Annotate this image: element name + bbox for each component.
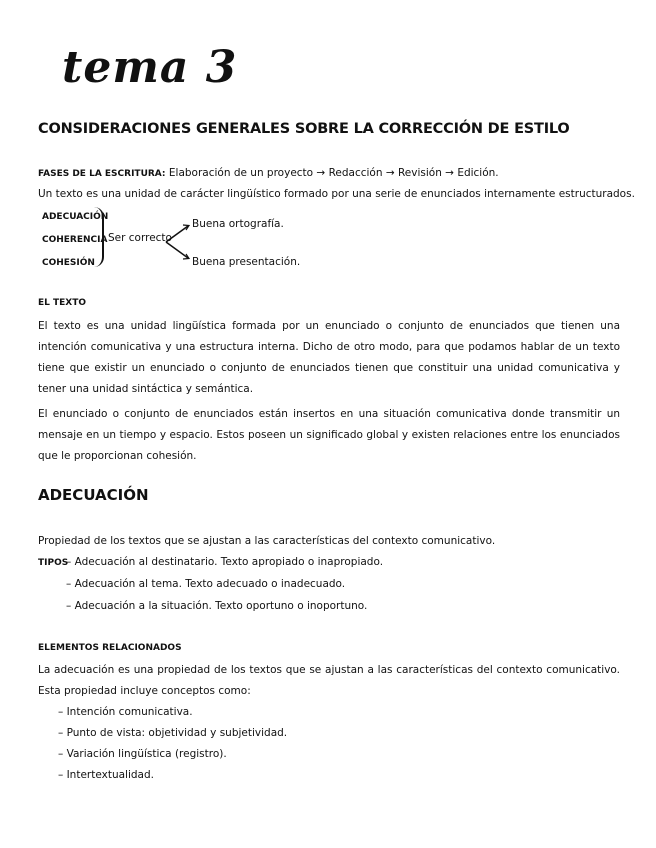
tipos-label: TIPOS bbox=[38, 558, 69, 568]
tipo-item: – Adecuación a la situación. Texto oportuno o inoportuno. bbox=[66, 600, 368, 612]
page-title: tema 3 bbox=[62, 42, 238, 93]
phases-label: FASES DE LA ESCRITURA: bbox=[38, 169, 166, 179]
elementos-item: – Variación lingüística (registro). bbox=[58, 748, 227, 760]
text-definition: Un texto es una unidad de carácter lingüístico formado por una serie de enunciados internamente estructurados. bbox=[38, 188, 635, 200]
tipo-item: – Adecuación al tema. Texto adecuado o inadecuado. bbox=[66, 578, 346, 590]
property-item: COHESIÓN bbox=[42, 258, 95, 268]
phases-line bbox=[38, 163, 499, 185]
el-texto-paragraph-2: El enunciado o conjunto de enunciados están insertos en una situación comunicativa donde transmitir un mensaje en un tiempo y espacio. Estos poseen un significado global y existen relaciones entre los enunciados que le proporcionan cohesión. bbox=[38, 408, 620, 462]
branch-presentation: Buena presentación. bbox=[192, 256, 301, 268]
main-heading: CONSIDERACIONES GENERALES SOBRE LA CORRECCIÓN DE ESTILO bbox=[38, 121, 570, 137]
adecuacion-heading: ADECUACIÓN bbox=[38, 486, 149, 504]
be-correct-label: Ser correcto bbox=[108, 232, 172, 244]
tipo-item: – Adecuación al destinatario. Texto apropiado o inapropiado. bbox=[66, 556, 384, 568]
adecuacion-definition: Propiedad de los textos que se ajustan a las características del contexto comunicativo. bbox=[38, 535, 496, 547]
branch-orthography: Buena ortografía. bbox=[192, 218, 284, 230]
brace-shape bbox=[92, 207, 104, 267]
elementos-item: – Punto de vista: objetividad y subjetividad. bbox=[58, 727, 288, 739]
elementos-item: – Intertextualidad. bbox=[58, 769, 154, 781]
property-item: ADECUACIÓN bbox=[42, 212, 109, 222]
elementos-item: – Intención comunicativa. bbox=[58, 706, 193, 718]
branch-arrows-icon bbox=[164, 220, 192, 264]
elementos-text: La adecuación es una propiedad de los textos que se ajustan a las características del contexto comunicativo. Esta propiedad incluye conceptos como: bbox=[38, 664, 620, 697]
el-texto-heading: EL TEXTO bbox=[38, 298, 87, 308]
property-item: COHERENCIA bbox=[42, 235, 108, 245]
elementos-heading: ELEMENTOS RELACIONADOS bbox=[38, 643, 182, 653]
phases-text: Elaboración de un proyecto → Redacción → Revisión → Edición. bbox=[168, 167, 499, 179]
el-texto-paragraph-1: El texto es una unidad lingüística formada por un enunciado o conjunto de enunciados que tienen una intención comunicativa y una estructura interna. Dicho de otro modo, para que podamos hablar de un texto tiene que existir un enunciado o conjunto de enunciados tienen que constituir una unidad comunicativa y tener una unidad sintáctica y semántica. bbox=[38, 320, 620, 395]
